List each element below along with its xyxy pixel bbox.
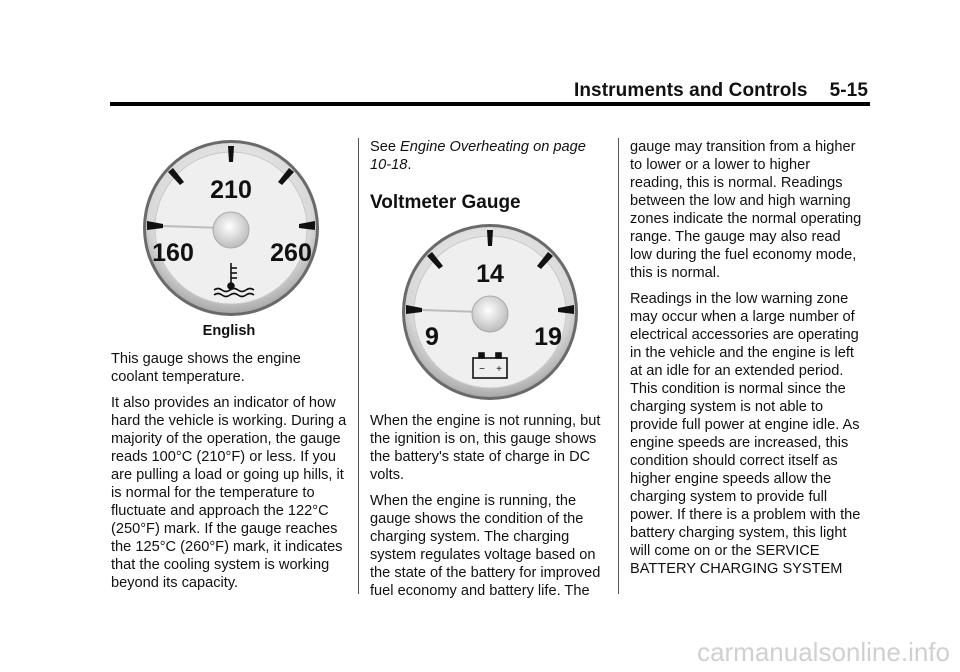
column-1 xyxy=(111,138,347,600)
gauge-label-19: 19 xyxy=(534,323,562,351)
gauge-label-210: 210 xyxy=(210,176,252,204)
tick-top xyxy=(487,230,493,246)
battery-minus: − xyxy=(479,364,485,375)
coolant-temperature-gauge xyxy=(111,138,347,318)
gauge-caption: English xyxy=(202,323,256,339)
column-divider xyxy=(618,138,619,594)
voltmeter-gauge xyxy=(370,222,606,402)
paragraph: When the engine is not running, but the ignition is on, this gauge shows the battery's state of charge in DC volts. xyxy=(370,413,601,483)
battery-plus: + xyxy=(496,364,502,375)
paragraph: Readings in the low warning zone may occur when a large number of electrical accessories are operating in the vehicle and the engine is left at an idle for an extended period. This condition is normal since the charging system is not able to provide full power at engine idle. As engine speeds are increased, this condition should correct itself as higher engine speeds allow the charging system to provide full power. If there is a problem with the battery charging system, this light will come on or the SERVICE BATTERY CHARGING SYSTEM xyxy=(630,291,861,577)
paragraph: gauge may transition from a higher to lower or a lower to higher reading, this is normal. Readings between the low and high warning zones indicate the normal operating range. The gauge may also read low during the fuel economy mode, this is normal. xyxy=(630,139,862,281)
page-header xyxy=(574,80,868,102)
paragraph: When the engine is running, the gauge shows the condition of the charging system. The charging system regulates voltage based on the state of the battery for improved fuel economy and battery life. The xyxy=(370,493,601,599)
gauge-label-14: 14 xyxy=(476,260,504,288)
paragraph: This gauge shows the engine coolant temperature. xyxy=(111,351,301,385)
tick-top xyxy=(228,146,234,162)
gauge-label-260: 260 xyxy=(270,239,312,267)
gauge-label-9: 9 xyxy=(425,323,439,351)
column-divider xyxy=(358,138,359,594)
column-3 xyxy=(630,138,866,586)
paragraph: It also provides an indicator of how hard the vehicle is working. During a majority of the operation, the gauge reads 100°C (210°F) or less. If you are pulling a load or going up hills, it is normal for the temperature to fluctuate and approach the 122°C (250°F) mark. If the gauge reaches the 125°C (260°F) mark, it indicates that the cooling system is working beyond its capacity. xyxy=(111,395,347,591)
section-title: Instruments and Controls xyxy=(573,80,808,101)
needle-hub xyxy=(213,212,249,248)
page-number: 5-15 xyxy=(829,80,868,101)
header-rule xyxy=(110,102,870,106)
cross-reference-link[interactable]: Engine Overheating on page 10-18 xyxy=(370,139,586,173)
gauge-label-160: 160 xyxy=(152,239,194,267)
cross-reference: See Engine Overheating on page 10-18. xyxy=(370,139,586,173)
watermark: carmanualsonline.info xyxy=(697,637,950,667)
column-2 xyxy=(370,138,606,608)
section-heading: Voltmeter Gauge xyxy=(370,192,521,213)
needle-hub xyxy=(472,296,508,332)
